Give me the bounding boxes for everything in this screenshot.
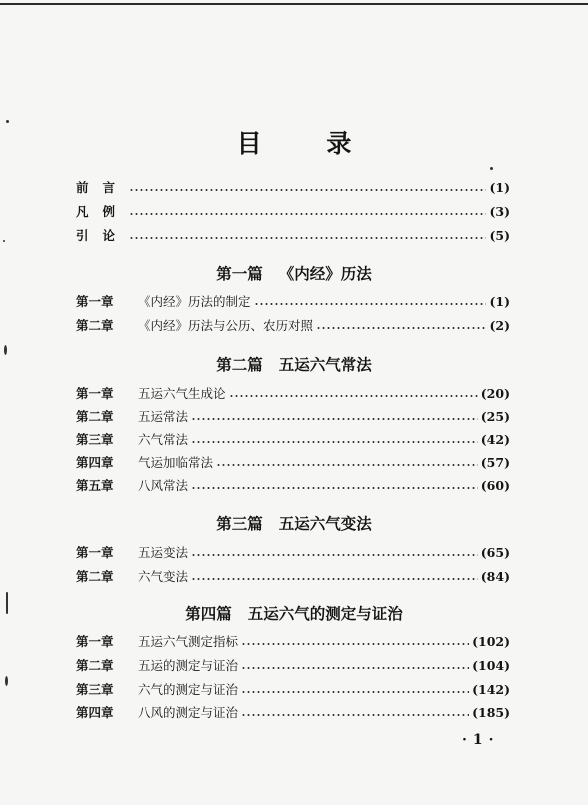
page-number: (3) [489, 204, 510, 219]
chapter-label: 第一章 [76, 386, 114, 401]
chapter-title: 五运常法 [138, 409, 189, 424]
toc-row-chapter[interactable] [76, 543, 510, 563]
part-heading [0, 602, 588, 624]
page-number: (1) [489, 294, 510, 309]
dot-leader [191, 487, 478, 489]
page-number: (142) [472, 682, 510, 697]
chapter-title: 《内经》历法与公历、农历对照 [138, 318, 314, 333]
dot-leader [216, 464, 478, 466]
part-title: 五运六气变法 [278, 514, 372, 533]
entry-label: 前言 [76, 180, 130, 195]
dot-leader [241, 643, 469, 645]
chapter-label: 第二章 [76, 569, 114, 584]
chapter-title: 六气的测定与证治 [138, 682, 239, 697]
chapter-label: 第一章 [76, 294, 114, 309]
part-label: 第三篇 [216, 514, 263, 533]
toc-row-chapter[interactable] [76, 567, 510, 587]
toc-row-chapter[interactable] [76, 476, 510, 496]
chapter-label: 第一章 [76, 634, 114, 649]
chapter-label: 第二章 [76, 409, 114, 424]
dot-leader [129, 237, 486, 239]
chapter-label: 第三章 [76, 432, 114, 447]
page-number: (84) [480, 569, 510, 584]
toc-row-front[interactable] [76, 226, 510, 246]
dot-leader [191, 578, 478, 580]
toc-row-chapter[interactable] [76, 680, 510, 700]
dot-leader [191, 441, 478, 443]
page-number: (102) [472, 634, 510, 649]
chapter-title: 六气变法 [138, 569, 189, 584]
chapter-title: 五运的测定与证治 [138, 658, 239, 673]
toc-row-front[interactable] [76, 202, 510, 222]
page-number: (60) [480, 478, 510, 493]
page-number: (65) [480, 545, 510, 560]
page-number: (57) [480, 455, 510, 470]
chapter-label: 第四章 [76, 455, 114, 470]
toc-row-front[interactable] [76, 178, 510, 198]
chapter-label: 第二章 [76, 658, 114, 673]
dot-leader [191, 418, 478, 420]
part-heading [0, 353, 588, 375]
part-heading [0, 262, 588, 284]
toc-row-chapter[interactable] [76, 656, 510, 676]
chapter-title: 气运加临常法 [138, 455, 214, 470]
part-title: 《内经》历法 [278, 264, 372, 283]
page-number: (104) [472, 658, 510, 673]
toc-row-chapter[interactable] [76, 384, 510, 404]
scan-speck [5, 676, 8, 686]
part-label: 第一篇 [216, 264, 263, 283]
page-number: (2) [489, 318, 510, 333]
part-label: 第四篇 [185, 604, 232, 623]
toc-row-chapter[interactable] [76, 316, 510, 336]
entry-label: 凡例 [76, 204, 130, 219]
part-label: 第二篇 [216, 355, 263, 374]
dot-leader [129, 213, 486, 215]
page-number: (20) [480, 386, 510, 401]
chapter-title: 五运六气生成论 [138, 386, 226, 401]
page-number: (42) [480, 432, 510, 447]
scan-speck [3, 240, 5, 242]
chapter-title: 六气常法 [138, 432, 189, 447]
toc-row-chapter[interactable] [76, 453, 510, 473]
chapter-label: 第四章 [76, 705, 114, 720]
scan-speck [490, 167, 493, 170]
page-top-edge [0, 3, 588, 5]
page-number: (1) [489, 180, 510, 195]
page-number: (185) [472, 705, 510, 720]
chapter-title: 五运变法 [138, 545, 189, 560]
page-title: 目 录 [236, 129, 380, 158]
chapter-title: 八风常法 [138, 478, 189, 493]
chapter-title: 八风的测定与证治 [138, 705, 239, 720]
dot-leader [241, 667, 469, 669]
dot-leader [129, 189, 486, 191]
dot-leader [229, 395, 478, 397]
scan-speck [6, 592, 8, 614]
entry-label: 引论 [76, 228, 130, 243]
part-heading [0, 512, 588, 534]
toc-row-chapter[interactable] [76, 632, 510, 652]
page-number: (5) [489, 228, 510, 243]
part-title: 五运六气的测定与证治 [247, 604, 403, 623]
dot-leader [241, 714, 469, 716]
chapter-title: 《内经》历法的制定 [138, 294, 251, 309]
chapter-title: 五运六气测定指标 [138, 634, 239, 649]
chapter-label: 第三章 [76, 682, 114, 697]
scan-speck [4, 345, 7, 355]
toc-row-chapter[interactable] [76, 703, 510, 723]
toc-row-chapter[interactable] [76, 292, 510, 312]
chapter-label: 第二章 [76, 318, 114, 333]
footer-page-number: ·1· [462, 732, 500, 748]
dot-leader [316, 327, 486, 329]
page-number: (25) [480, 409, 510, 424]
chapter-label: 第五章 [76, 478, 114, 493]
dot-leader [241, 691, 469, 693]
toc-row-chapter[interactable] [76, 407, 510, 427]
dot-leader [191, 554, 478, 556]
chapter-label: 第一章 [76, 545, 114, 560]
scan-speck [6, 120, 9, 123]
dot-leader [254, 303, 487, 305]
part-title: 五运六气常法 [278, 355, 372, 374]
toc-row-chapter[interactable] [76, 430, 510, 450]
